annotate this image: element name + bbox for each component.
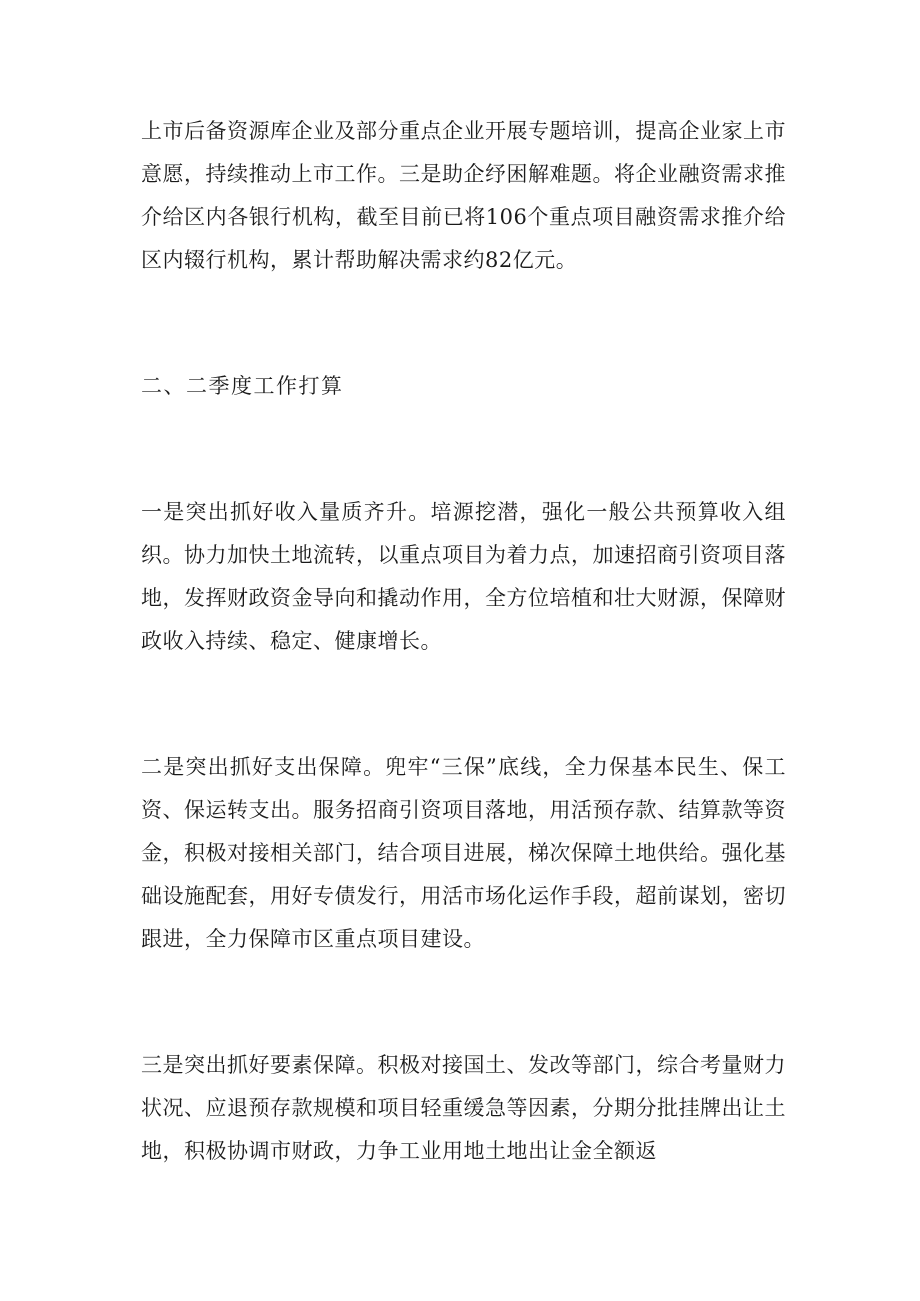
paragraph-revenue: 一是突出抓好收入量质齐升。培源挖潜，强化一般公共预算收入组织。协力加快土地流转，以重点项目为着力点，加速招商引资项目落地，发挥财政资金导向和撬动作用，全方位培植和壮大财源，保障财政收入持续、稳定、健康增长。 <box>141 500 786 653</box>
section-heading-q2-plan: 二、二季度工作打算 <box>141 374 344 398</box>
document-body <box>141 110 786 1173</box>
paragraph-expenditure: 二是突出抓好支出保障。兜牢“三保”底线，全力保基本民生、保工资、保运转支出。服务招商引资项目落地，用活预存款、结算款等资金，积极对接相关部门，结合项目进展，梯次保障土地供给。强化基础设施配套，用好专债发行，用活市场化运作手段，超前谋划，密切跟进，全力保障市区重点项目建设。 <box>141 755 786 951</box>
paragraph-financing-support: 上市后备资源库企业及部分重点企业开展专题培训，提高企业家上市意愿，持续推动上市工作。三是助企纾困解难题。将企业融资需求推介给区内各银行机构，截至目前已将106个重点项目融资需求推介给区内辍行机构，累计帮助解决需求约82亿元。 <box>141 119 786 272</box>
paragraph-factor-support: 三是突出抓好要素保障。积极对接国土、发改等部门，综合考量财力状况、应退预存款规模和项目轻重缓急等因素，分期分批挂牌出让土地，积极协调市财政，力争工业用地土地出让金全额返 <box>141 1053 786 1163</box>
